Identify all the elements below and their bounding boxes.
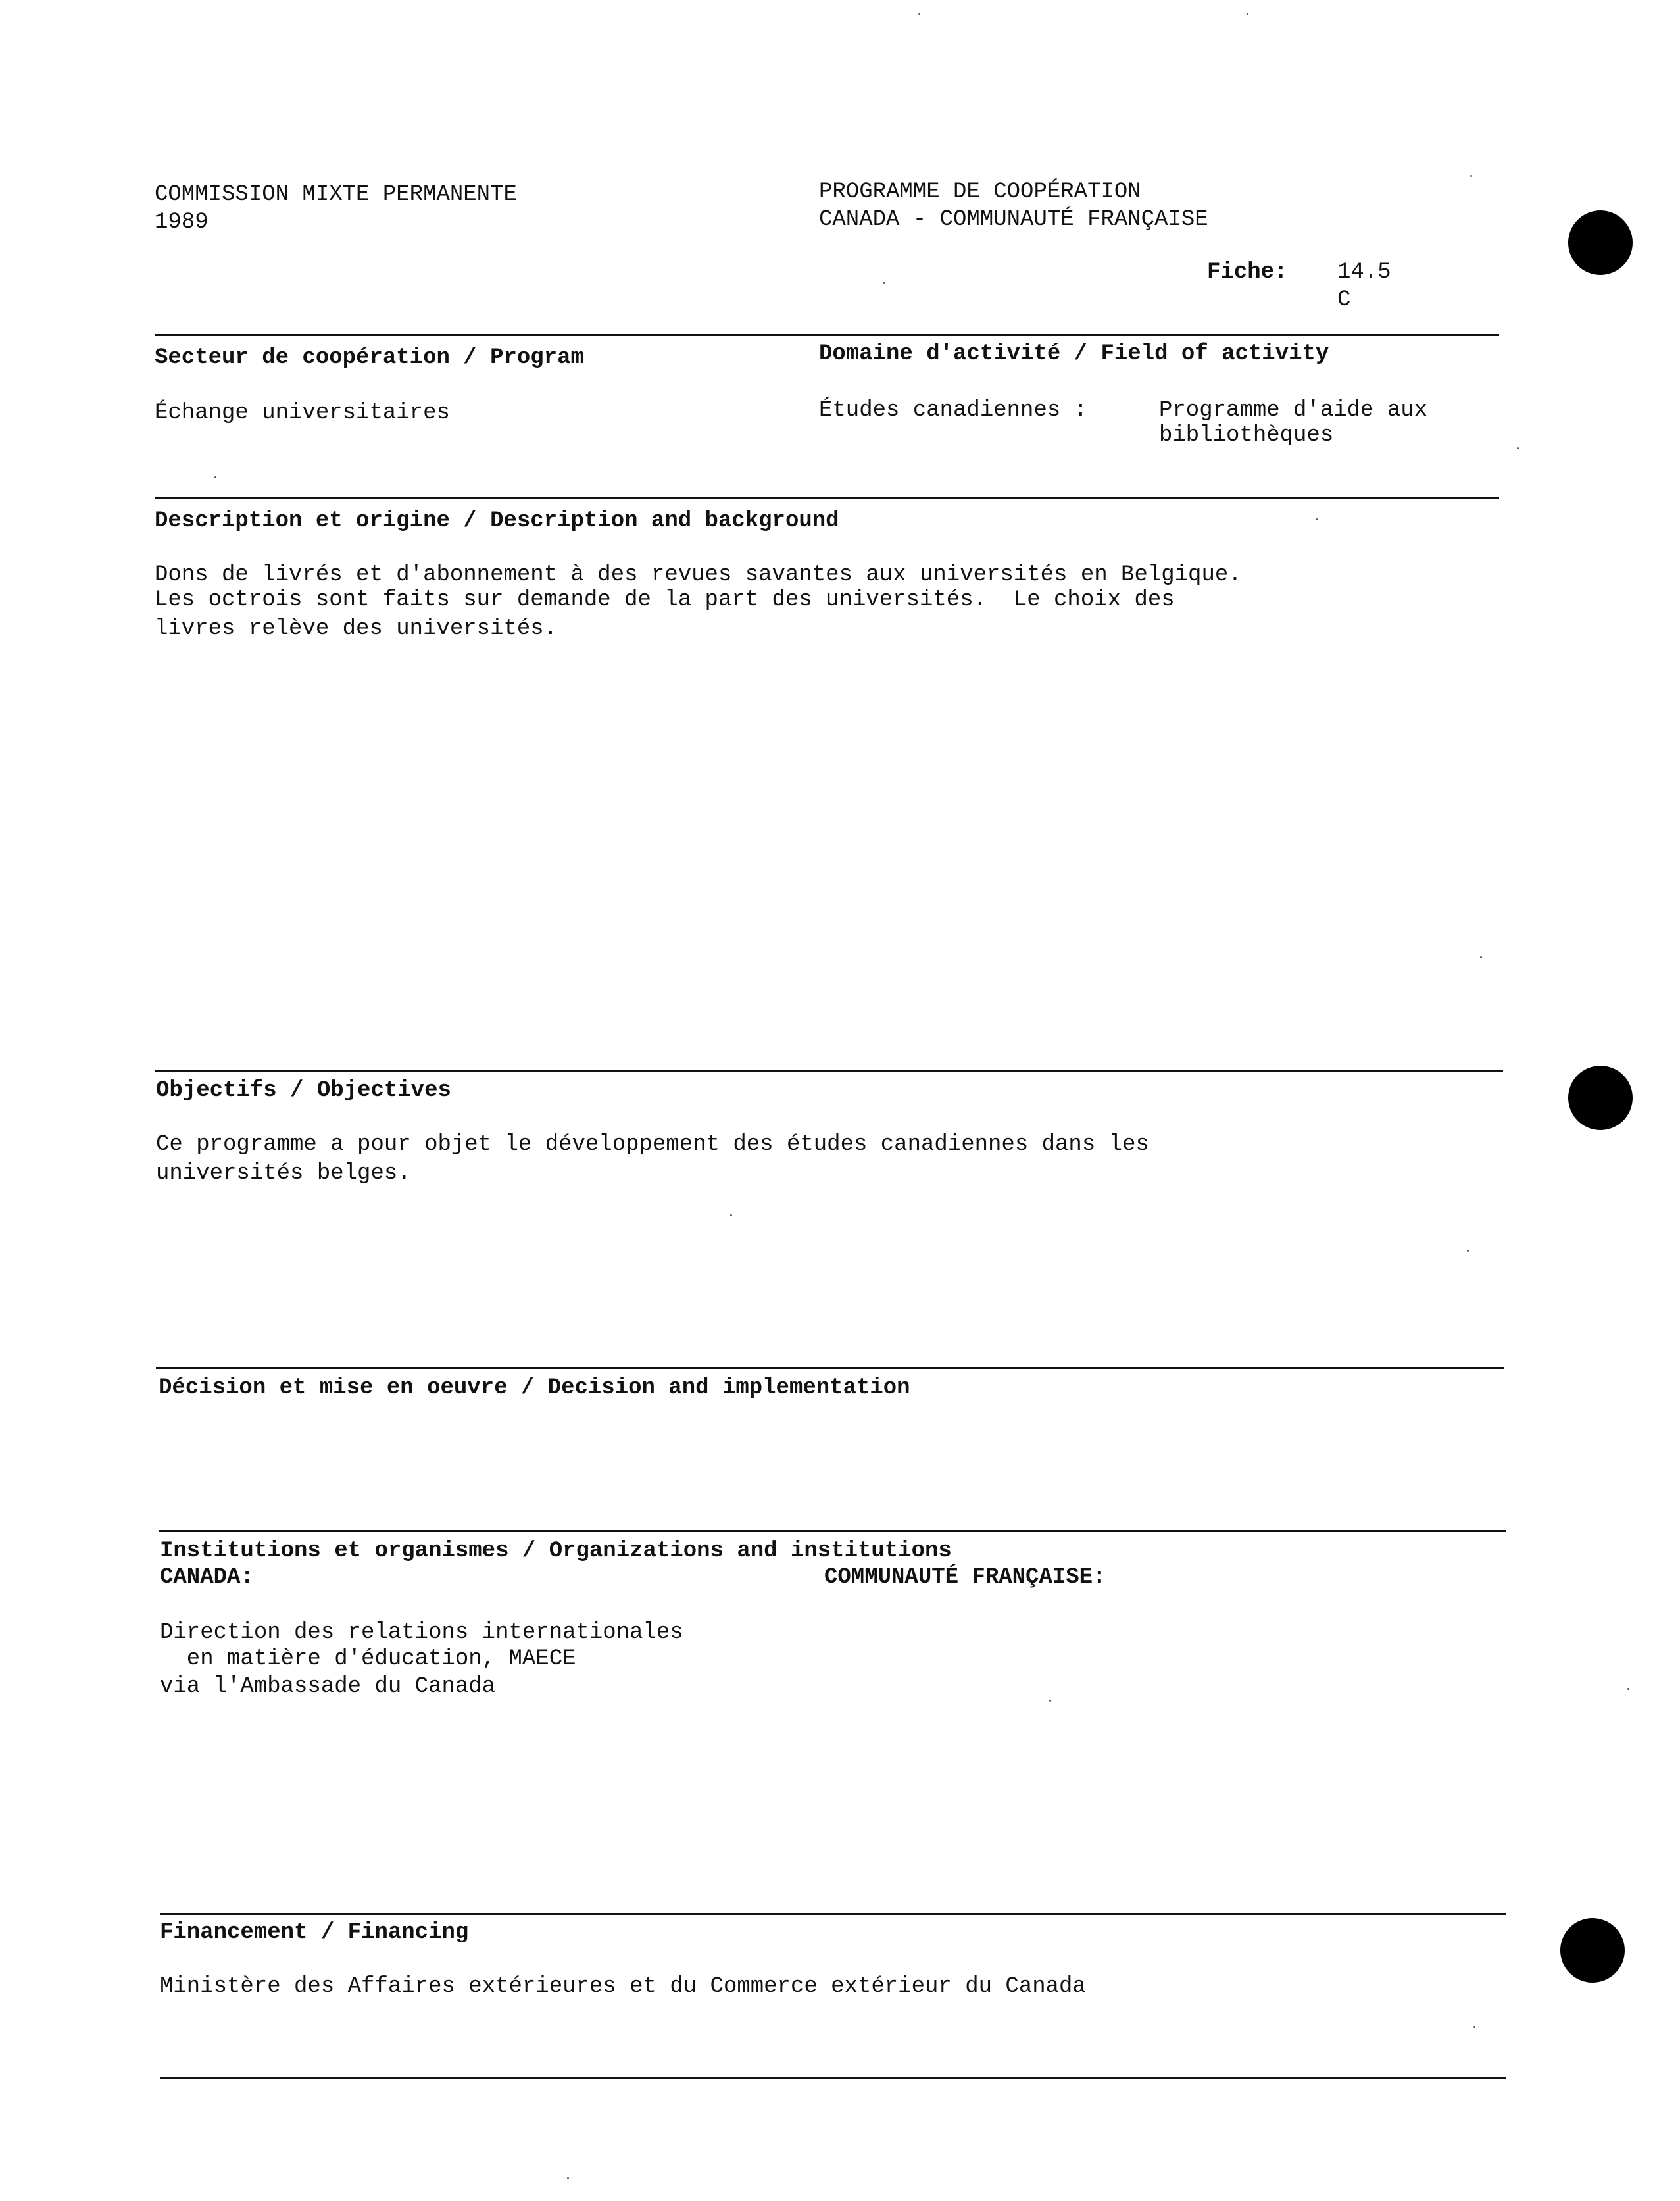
scan-speck xyxy=(1480,956,1482,958)
institutions-heading: Institutions et organismes / Organizations and institutions xyxy=(160,1539,952,1564)
punch-hole-middle xyxy=(1568,1066,1633,1130)
scan-speck xyxy=(1470,175,1472,177)
description-heading: Description et origine / Description and background xyxy=(155,508,839,533)
scan-speck xyxy=(1517,447,1519,449)
objectives-heading: Objectifs / Objectives xyxy=(156,1078,451,1103)
divider-3 xyxy=(155,1070,1503,1072)
fiche-letter: C xyxy=(1337,287,1351,312)
scan-speck xyxy=(730,1214,732,1216)
header-right-line1: PROGRAMME DE COOPÉRATION xyxy=(819,180,1141,205)
sector-heading: Secteur de coopération / Program xyxy=(155,345,584,370)
communaute-label: COMMUNAUTÉ FRANÇAISE: xyxy=(824,1565,1106,1590)
divider-7 xyxy=(160,2077,1506,2079)
canada-label: CANADA: xyxy=(160,1565,254,1590)
header-right-line2: CANADA - COMMUNAUTÉ FRANÇAISE xyxy=(819,207,1208,232)
fiche-label: Fiche: xyxy=(1207,260,1288,285)
sector-value: Échange universitaires xyxy=(155,401,450,426)
canada-line-3: via l'Ambassade du Canada xyxy=(160,1674,496,1699)
punch-hole-bottom xyxy=(1560,1918,1625,1983)
scan-speck xyxy=(1316,518,1318,520)
field-value-line2: bibliothèques xyxy=(1159,423,1334,448)
objectives-line-1: Ce programme a pour objet le développement des études canadiennes dans les xyxy=(156,1132,1149,1157)
scan-speck xyxy=(883,282,885,284)
field-value-prefix: Études canadiennes : xyxy=(819,398,1088,423)
scan-speck xyxy=(1049,1700,1051,1702)
description-line-2: Les octrois sont faits sur demande de la part des universités. Le choix des xyxy=(155,587,1175,612)
canada-line-2: en matière d'éducation, MAECE xyxy=(160,1646,576,1671)
description-line-1: Dons de livrés et d'abonnement à des revues savantes aux universités en Belgique. xyxy=(155,562,1242,587)
financing-heading: Financement / Financing xyxy=(160,1920,469,1945)
header-left-line1: COMMISSION MIXTE PERMANENTE xyxy=(155,182,517,207)
objectives-line-2: universités belges. xyxy=(156,1161,411,1186)
scan-speck xyxy=(1627,1688,1629,1690)
field-value-line1: Programme d'aide aux xyxy=(1159,398,1428,423)
divider-1 xyxy=(155,334,1499,336)
divider-4 xyxy=(156,1367,1504,1369)
decision-heading: Décision et mise en oeuvre / Decision and implementation xyxy=(159,1375,910,1400)
fiche-number: 14.5 xyxy=(1337,260,1391,285)
description-line-3: livres relève des universités. xyxy=(155,616,558,641)
divider-2 xyxy=(155,497,1499,499)
scan-speck xyxy=(1467,1250,1469,1252)
punch-hole-top xyxy=(1568,210,1633,275)
scan-speck xyxy=(918,13,920,15)
scan-speck xyxy=(567,2177,569,2179)
canada-line-1: Direction des relations internationales xyxy=(160,1620,683,1645)
divider-6 xyxy=(160,1913,1506,1915)
divider-5 xyxy=(159,1530,1506,1532)
scan-speck xyxy=(214,476,216,478)
financing-value: Ministère des Affaires extérieures et du Commerce extérieur du Canada xyxy=(160,1974,1086,1999)
scan-speck xyxy=(1473,2026,1475,2028)
scan-speck xyxy=(1247,13,1248,15)
header-left-line2: 1989 xyxy=(155,210,209,235)
field-heading: Domaine d'activité / Field of activity xyxy=(819,341,1329,366)
